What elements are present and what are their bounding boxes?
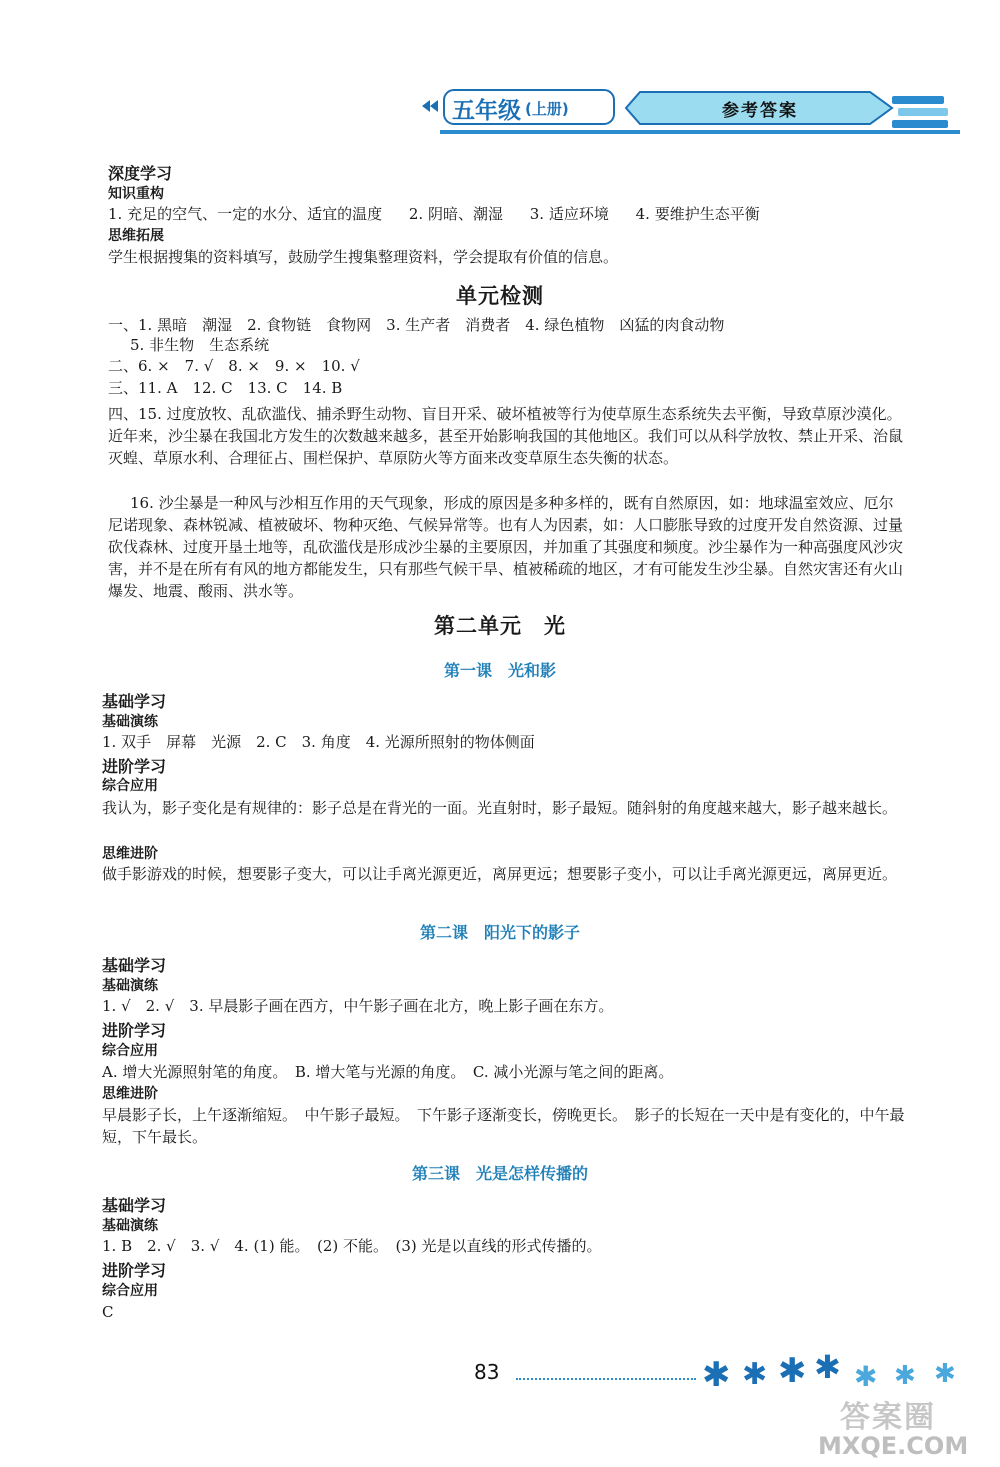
lesson3-applied-answer: C <box>102 1303 114 1321</box>
lesson3-practice-answer: 1. B 2. √ 3. √ 4. (1) 能。 (2) 不能。 (3) 光是以直线的形式传播的。 <box>102 1237 602 1255</box>
deep-study-title: 深度学习 <box>108 164 173 183</box>
lesson3-practice-title: 基础演练 <box>102 1218 158 1234</box>
lesson1-title: 第一课 光和影 <box>443 661 556 680</box>
volume-label: (上册) <box>525 99 569 118</box>
lesson1-practice-title: 基础演练 <box>102 714 158 730</box>
lesson1-thinking-answer: 做手影游戏的时候，想要影子变大，可以让手离光源更近，离屏更远；想要影子变小，可以让手离光源更远，离屏更近。 <box>102 865 898 883</box>
lesson2-applied-answer: A. 增大光源照射笔的角度。 B. 增大笔与光源的角度。 C. 减小光源与笔之间的距离。 <box>102 1063 674 1081</box>
grade-label: 五年级 <box>452 97 521 124</box>
svg-text:✱: ✱ <box>934 1359 956 1389</box>
knowledge-answers <box>108 203 760 225</box>
knowledge-title: 知识重构 <box>108 186 164 202</box>
svg-text:✱: ✱ <box>854 1360 878 1393</box>
svg-text:✱: ✱ <box>894 1361 916 1391</box>
unit-test-q16: 16. 沙尘暴是一种风与沙相互作用的天气现象，形成的原因是多种多样的，既有自然原因，如：地球温室效应、厄尔尼诺现象、森林锐减、植被破坏、物种灭绝、气候异常等。也有人为因素，如：人口膨胀导致的过度开发自然资源、过量砍伐森林、过度开垦土地等，乱砍滥伐是形成沙尘暴的主要原因，并加重了其强度和频度。沙尘暴作为一种高强度风沙灾害，并不是在所有有风的地方都能发生，只有那些气候干旱、植被稀疏的地区，才有可能发生沙尘暴。自然灾害还有火山爆发、地震、酸雨、洪水等。 <box>108 494 904 600</box>
watermark-cn: 答案圈 <box>840 1400 936 1435</box>
lesson3-applied-title: 综合应用 <box>102 1283 158 1299</box>
lesson2-thinking-title: 思维进阶 <box>102 1086 158 1102</box>
unit-test-part1-line1: 一、1. 黑暗 潮湿 2. 食物链 食物网 3. 生产者 消费者 4. 绿色植物 凶猛的肉食动物 <box>108 316 725 334</box>
unit-test-title: 单元检测 <box>456 283 544 308</box>
lesson2-advanced-title: 进阶学习 <box>102 1021 167 1040</box>
svg-text:✱: ✱ <box>742 1357 768 1392</box>
lesson2-applied-title: 综合应用 <box>102 1043 158 1059</box>
unit-test-q15: 四、15. 过度放牧、乱砍滥伐、捕杀野生动物、盲目开采、破坏植被等行为使草原生态系统失去平衡，导致草原沙漠化。近年来，沙尘暴在我国北方发生的次数越来越多，甚至开始影响我国的其他地区。我们可以从科学放牧、禁止开采、治鼠灭蝗、草原水利、合理征占、围栏保护、草原防火等方面来改变草原生态失衡的状态。 <box>108 405 904 467</box>
answer-label: 参考答案 <box>722 101 798 121</box>
lesson1-applied-title: 综合应用 <box>102 778 158 794</box>
knowledge-answer-2: 2. 阴暗、潮湿 <box>408 205 503 223</box>
lesson2-practice-answer: 1. √ 2. √ 3. 早晨影子画在西方，中午影子画在北方，晚上影子画在东方。 <box>102 997 614 1015</box>
lesson3-advanced-title: 进阶学习 <box>102 1261 167 1280</box>
svg-text:✱: ✱ <box>702 1355 731 1395</box>
lesson2-practice-title: 基础演练 <box>102 978 158 994</box>
unit2-title: 第二单元 光 <box>434 613 566 638</box>
lesson2-title: 第二课 阳光下的影子 <box>419 923 580 942</box>
lesson1-thinking-title: 思维进阶 <box>102 846 158 862</box>
lesson3-title: 第三课 光是怎样传播的 <box>411 1164 588 1183</box>
svg-text:✱: ✱ <box>778 1351 807 1391</box>
unit-test-part3: 三、11. A 12. C 13. C 14. B <box>108 379 343 397</box>
lesson3-basic-title: 基础学习 <box>102 1196 167 1215</box>
lesson1-practice-answer: 1. 双手 屏幕 光源 2. C 3. 角度 4. 光源所照射的物体侧面 <box>102 733 535 751</box>
thinking-expansion-title: 思维拓展 <box>108 228 164 244</box>
knowledge-answer-4: 4. 要维护生态平衡 <box>635 205 760 223</box>
unit-test-part1-line2: 5. 非生物 生态系统 <box>130 336 270 354</box>
lesson2-basic-title: 基础学习 <box>102 956 167 975</box>
watermark-site: MXQE.COM <box>818 1432 969 1460</box>
page-number: 83 <box>474 1360 500 1384</box>
lesson1-basic-title: 基础学习 <box>102 692 167 711</box>
footer-dotted-line <box>516 1378 696 1380</box>
lesson2-thinking-answer: 早晨影子长，上午逐渐缩短。 中午影子最短。 下午影子逐渐变长，傍晚更长。 影子的长短在一天中是有变化的，中午最短，下午最长。 <box>102 1106 905 1146</box>
knowledge-answer-1: 1. 充足的空气、一定的水分、适宜的温度 <box>108 205 383 223</box>
svg-text:✱: ✱ <box>814 1348 841 1386</box>
knowledge-answer-3: 3. 适应环境 <box>529 205 609 223</box>
unit-test-part2: 二、6. × 7. √ 8. × 9. × 10. √ <box>108 357 360 375</box>
thinking-expansion-answer: 学生根据搜集的资料填写，鼓励学生搜集整理资料，学会提取有价值的信息。 <box>108 248 619 266</box>
page-header <box>400 78 980 140</box>
lesson1-applied-answer: 我认为，影子变化是有规律的：影子总是在背光的一面。光直射时，影子最短。随斜射的角度越来越大，影子越来越长。 <box>102 799 898 817</box>
lesson1-advanced-title: 进阶学习 <box>102 757 167 776</box>
